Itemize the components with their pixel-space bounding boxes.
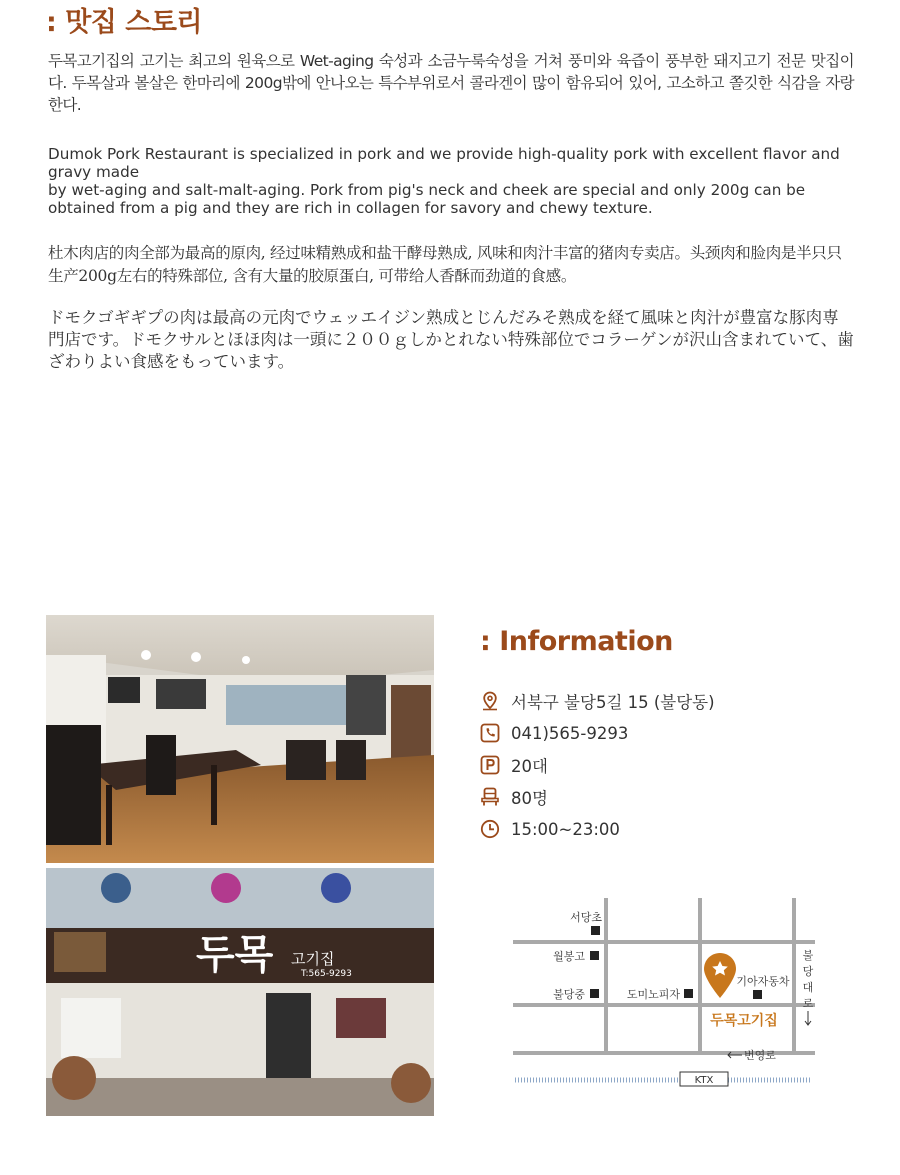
map-label-beonyeong: 번영로 bbox=[744, 1049, 776, 1062]
info-address: 서북구 불당5길 15 (불당동) bbox=[480, 685, 715, 717]
storefront-sign: 두목 bbox=[196, 932, 274, 978]
location-pin-icon bbox=[480, 691, 500, 711]
info-phone: 041)565-9293 bbox=[480, 717, 715, 749]
info-hours: 15:00~23:00 bbox=[480, 813, 715, 845]
map-label-restaurant: 두목고기집 bbox=[710, 1013, 778, 1029]
story-chinese: 杜木肉店的肉全部为最高的原肉, 经过味精熟成和盐干酵母熟成, 风味和肉汁丰富的猪肉专卖店。头颈肉和脸肉是半只只生产200g左右的特殊部位, 含有大量的胶原蛋白, 可带给人香酥而劲道的食感。 bbox=[48, 244, 842, 285]
map-label-kia: 기아자동차 bbox=[736, 975, 790, 988]
restaurant-storefront-photo bbox=[46, 868, 434, 1116]
seat-icon bbox=[480, 787, 500, 807]
story-english: Dumok Pork Restaurant is specialized in pork and we provide high-quality pork with excellent flavor and gravy made by wet-aging and salt-malt-aging. Pork from pig's neck and cheek are special and only 200g can be obtained from a pig and they are rich in collagen for savory and chewy texture. bbox=[48, 145, 840, 217]
map-label-buldang-daero-2: 당 bbox=[802, 965, 814, 978]
info-seats: 80명 bbox=[480, 781, 715, 813]
info-parking: 20대 bbox=[480, 749, 715, 781]
parking-icon bbox=[480, 755, 500, 775]
map-label-ktx: KTX bbox=[694, 1075, 714, 1086]
map-label-domino: 도미노피자 bbox=[626, 988, 680, 1001]
map-label-buldang-daero-3: 대 bbox=[802, 981, 814, 994]
restaurant-interior-photo bbox=[46, 615, 434, 863]
storefront-phone: T:565-9293 bbox=[301, 969, 352, 979]
map-label-buldang-daero-1: 불 bbox=[802, 949, 814, 962]
map-label-buldang-daero-4: 로 bbox=[802, 997, 814, 1010]
map-label-wolbong: 월봉고 bbox=[553, 950, 585, 963]
info-title: : Information bbox=[480, 626, 673, 657]
clock-icon bbox=[480, 819, 500, 839]
restaurant-marker-icon bbox=[704, 953, 736, 998]
phone-icon bbox=[480, 723, 500, 743]
location-map bbox=[510, 895, 820, 1090]
storefront-sub: 고기집 bbox=[291, 950, 335, 968]
story-japanese: ドモクゴギギプの肉は最高の元肉でウェッエイジン熟成とじんだみそ熟成を経て風味と肉汁が豊富な豚肉専門店です。ドモクサルとほほ肉は一頭に２００ｇしかとれない特殊部位でコラーゲンが沢山含まれていて、歯ざわりよい食感をもっています。 bbox=[48, 308, 854, 371]
story-title: : 맛집 스토리 bbox=[46, 7, 203, 38]
map-label-seodang: 서당초 bbox=[570, 911, 602, 924]
map-label-buldang-middle: 불당중 bbox=[553, 988, 585, 1001]
info-list bbox=[480, 685, 715, 845]
story-korean: 두목고기집의 고기는 최고의 원육으로 Wet-aging 숙성과 소금누룩숙성을 거쳐 풍미와 육즙이 풍부한 돼지고기 전문 맛집이다. 두목살과 볼살은 한마리에 200g밖에 안나오는 특수부위로서 콜라겐이 많이 함유되어 있어, 고소하고 쫄깃한 식감을 자랑한다. bbox=[48, 52, 854, 114]
